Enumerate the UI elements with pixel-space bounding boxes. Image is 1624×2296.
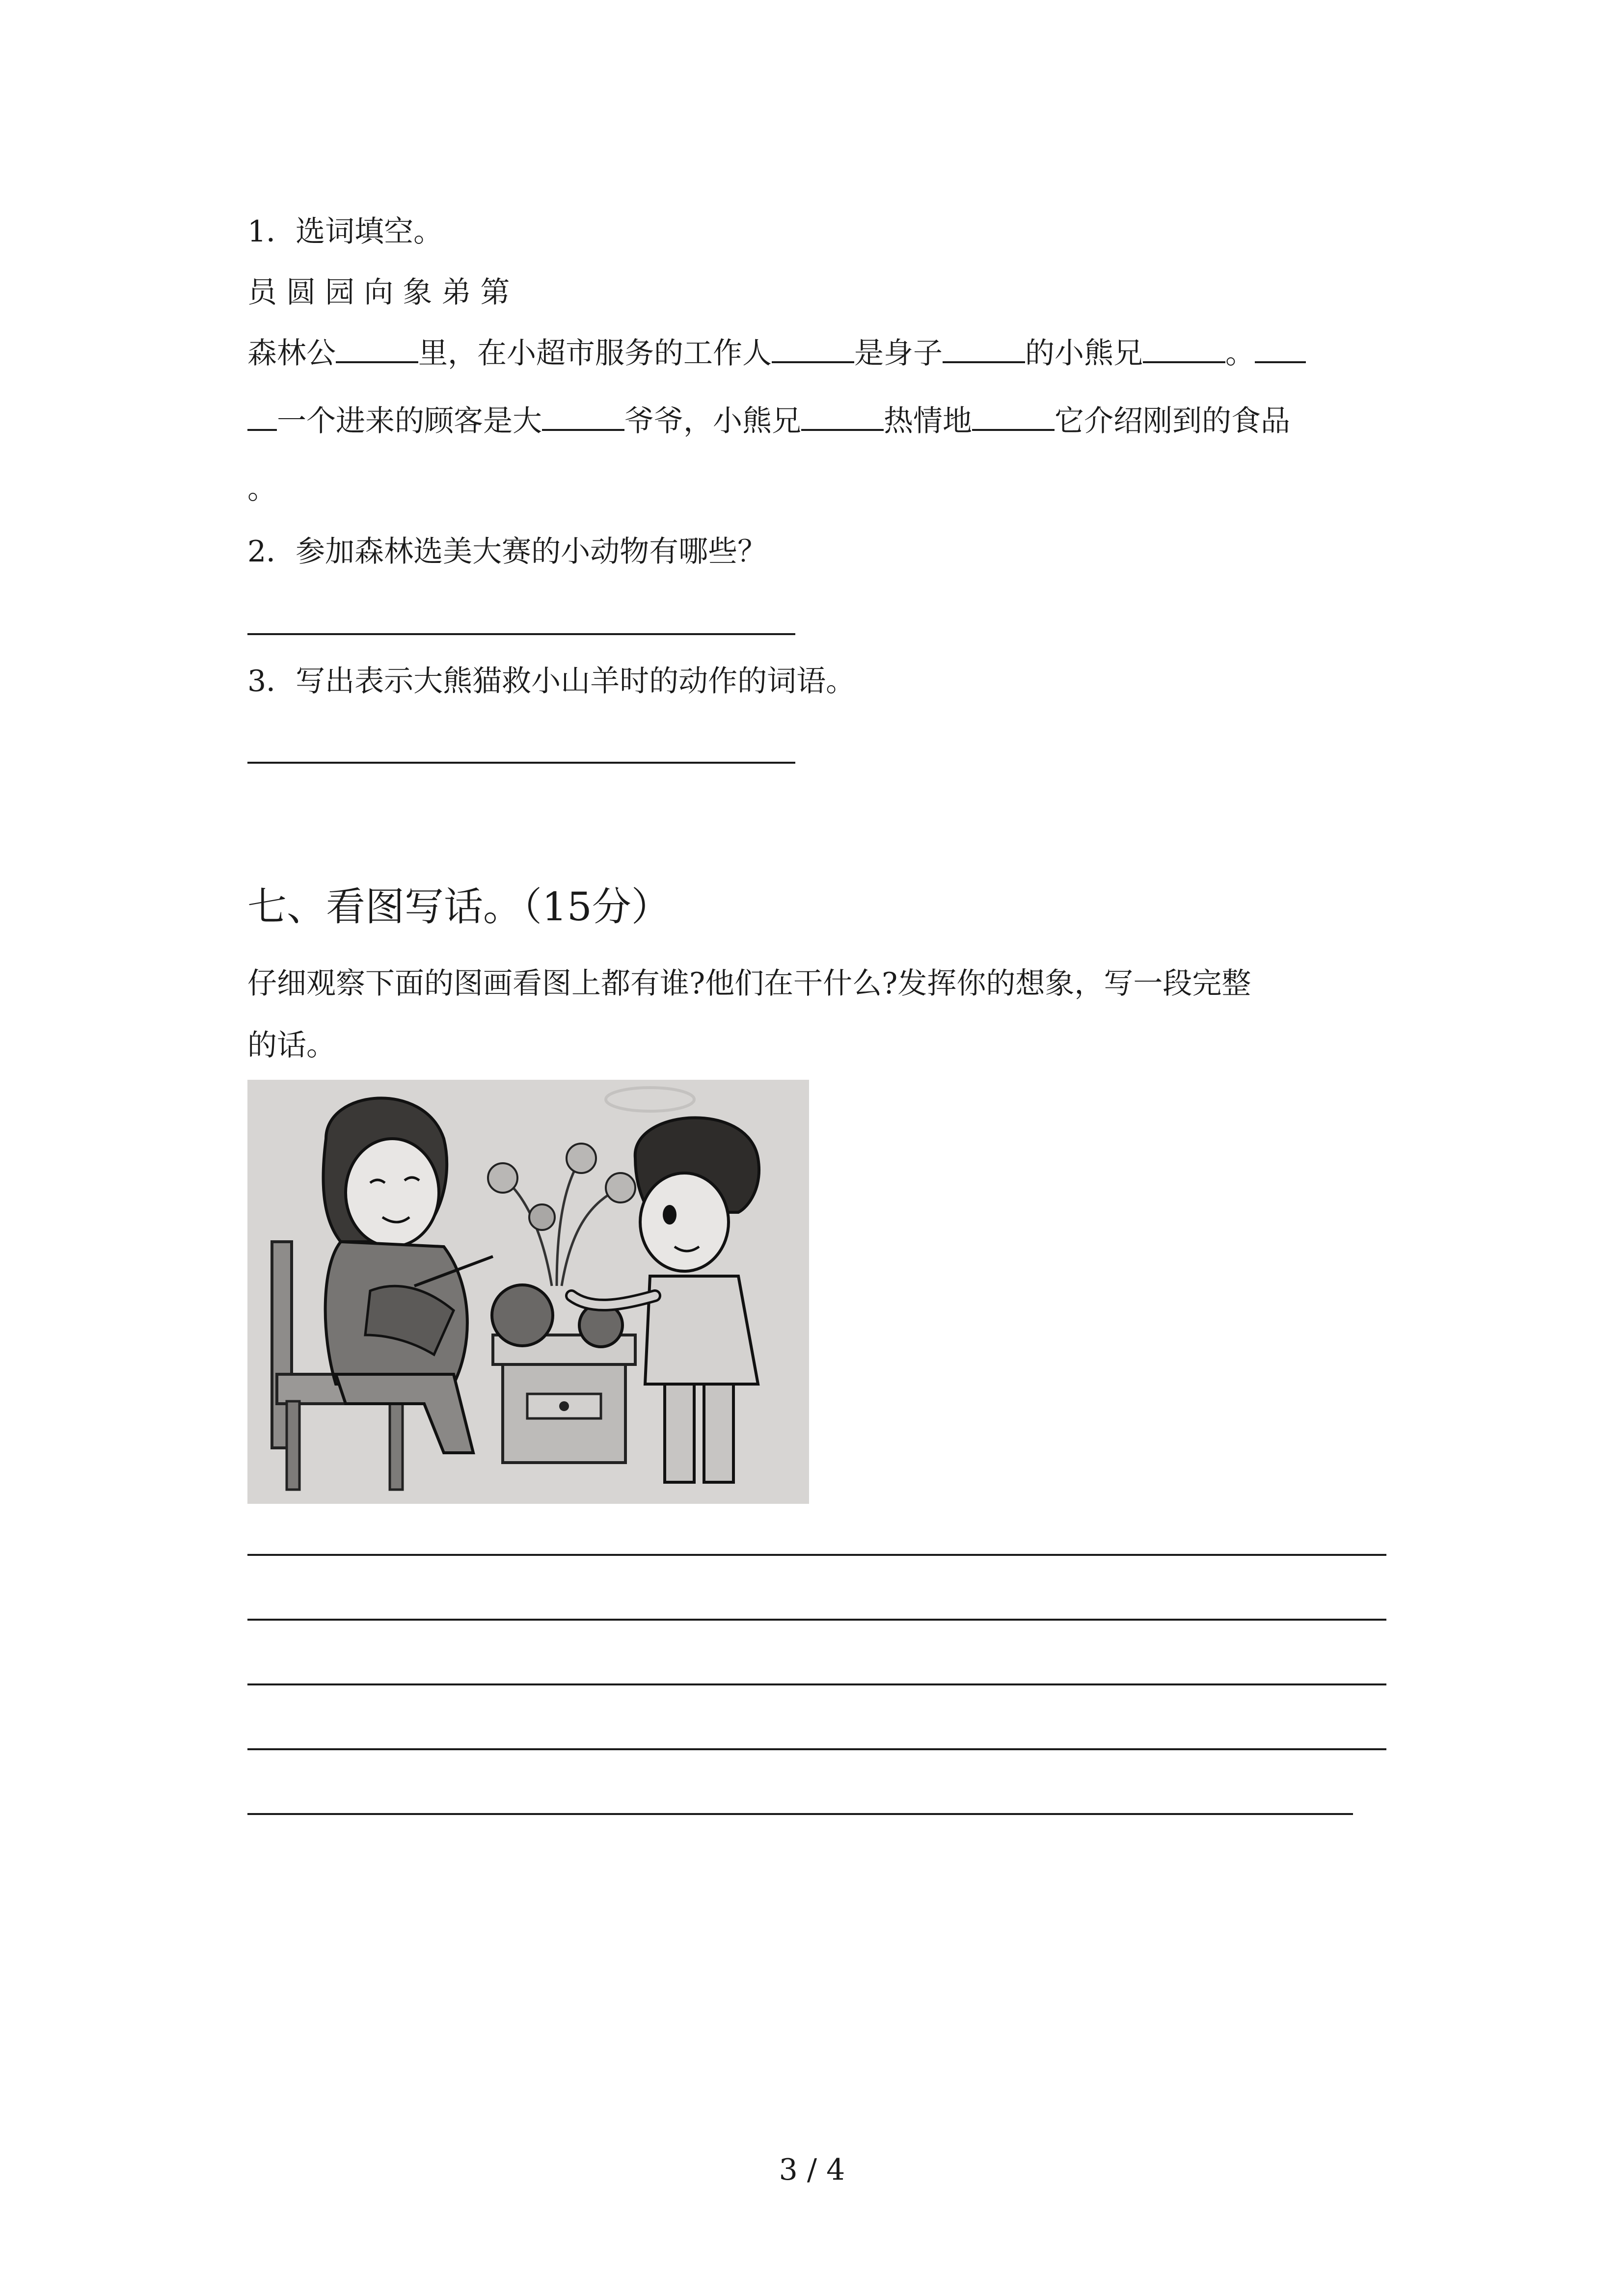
section-7-instruction-line-2: 的话。 xyxy=(247,1028,336,1063)
q2-answer-line[interactable] xyxy=(247,633,795,635)
q1-title: 1．选词填空。 xyxy=(247,214,443,249)
q1-word-bank: 员 圆 园 向 象 弟 第 xyxy=(247,275,510,310)
fill-blank[interactable] xyxy=(772,336,854,363)
q1-text-segment: 森林公 xyxy=(247,336,336,371)
q1-text-segment: 爷爷，小熊兄 xyxy=(624,404,801,438)
fill-blank[interactable] xyxy=(801,403,884,431)
q1-text-segment: 热情地 xyxy=(884,404,972,438)
q1-sentence-line-1 xyxy=(247,336,1306,371)
fill-blank[interactable] xyxy=(542,403,624,431)
writing-line[interactable] xyxy=(247,1683,1386,1685)
q3-title: 3．写出表示大熊猫救小山羊时的动作的词语。 xyxy=(247,664,856,698)
q2-title: 2．参加森林选美大赛的小动物有哪些？ xyxy=(247,534,767,569)
fill-blank[interactable] xyxy=(336,336,418,363)
q1-text-segment: 里，在小超市服务的工作人 xyxy=(418,336,772,371)
writing-line[interactable] xyxy=(247,1619,1386,1621)
q1-text-segment: 的小熊兄 xyxy=(1025,336,1143,371)
mother-knitting-picture-icon xyxy=(247,1080,809,1504)
writing-line[interactable] xyxy=(247,1813,1353,1815)
q1-text-segment: 一个进来的顾客是大 xyxy=(277,404,542,438)
q1-sentence-line-2 xyxy=(247,403,1290,439)
fill-blank[interactable] xyxy=(247,403,277,431)
fill-blank[interactable] xyxy=(943,336,1025,363)
q3-answer-line[interactable] xyxy=(247,762,795,764)
writing-line[interactable] xyxy=(247,1748,1386,1750)
page-number: 3 / 4 xyxy=(779,2153,845,2187)
writing-line[interactable] xyxy=(247,1554,1386,1556)
fill-blank[interactable] xyxy=(1143,336,1225,363)
q1-text-segment: 。 xyxy=(1225,336,1255,371)
section-7-instruction-line-1: 仔细观察下面的图画看图上都有谁?他们在干什么?发挥你的想象，写一段完整 xyxy=(247,966,1251,1001)
fill-blank[interactable] xyxy=(972,403,1055,431)
fill-blank[interactable] xyxy=(1255,336,1306,363)
section-7-title: 七、看图写话。（15分） xyxy=(247,884,671,930)
q1-text-segment: 是身子 xyxy=(854,336,943,371)
q1-sentence-line-3: 。 xyxy=(247,472,277,506)
q1-text-segment: 它介绍刚到的食品 xyxy=(1055,404,1290,438)
